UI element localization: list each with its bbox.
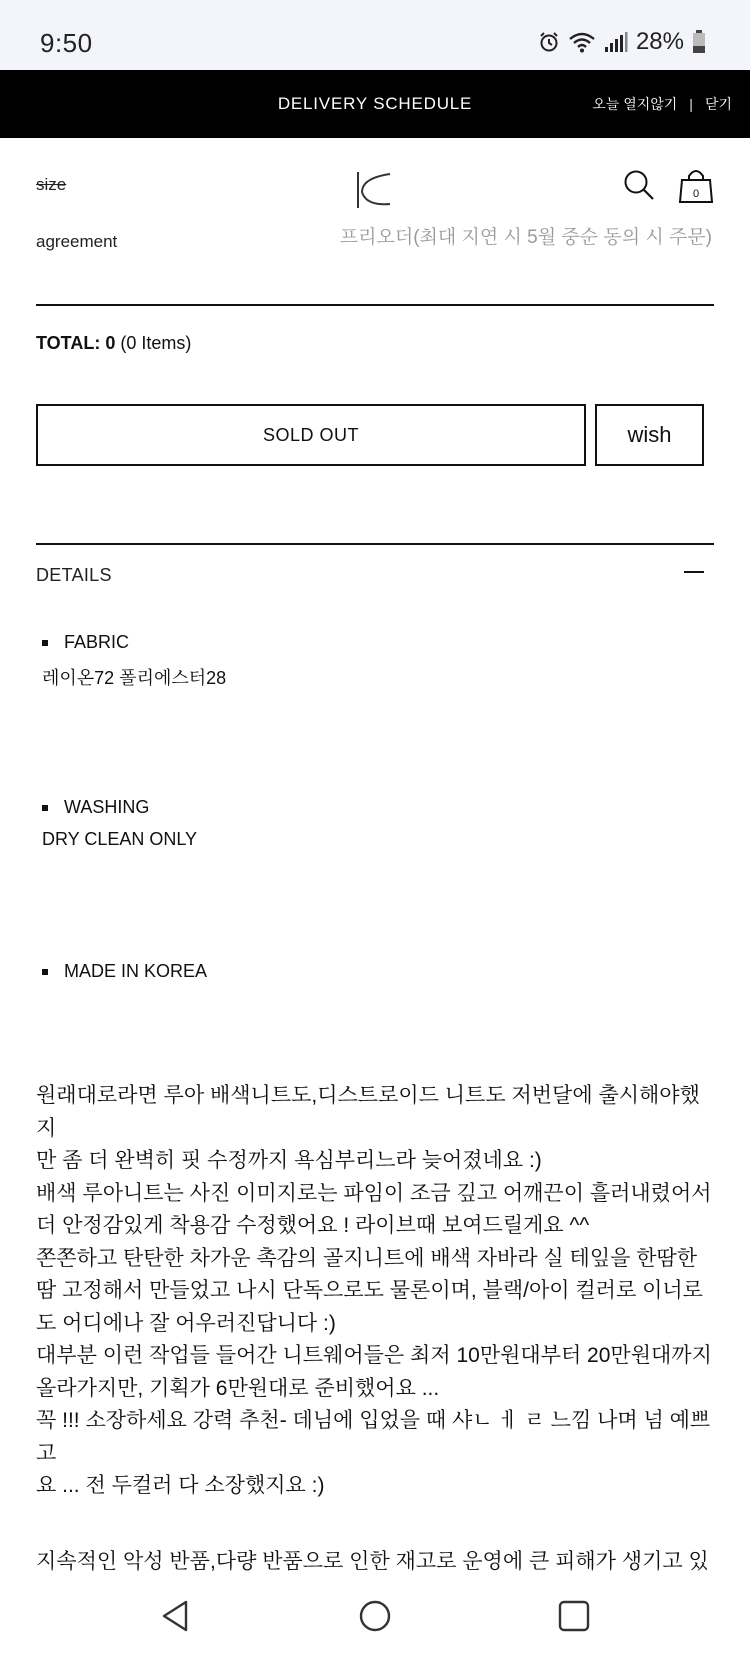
washing-title [42,797,149,818]
preorder-notice: 프리오더(최대 지연 시 5월 중순 동의 시 주문) [339,227,712,248]
battery-percentage: 28% [635,28,684,55]
origin-title [42,961,207,982]
description-line: 만 좀 더 완벽히 핏 수정까지 욕심부리느라 늦어졌네요 :) [36,1149,542,1172]
details-heading[interactable]: DETAILS [36,565,112,585]
bullet-icon [42,640,48,646]
banner-separator: | [689,96,693,112]
description-line: 요 ... 전 두컬러 다 소장했지요 :) [36,1474,325,1497]
banner-title[interactable]: DELIVERY SCHEDULE [277,94,473,113]
total-items: (0 Items) [120,333,192,353]
description-line: 도 어디에나 잘 어우러진답니다 :) [36,1311,336,1335]
banner-actions [592,70,732,138]
navigation-bar [0,1580,750,1667]
wifi-icon [568,31,596,53]
status-time: 9:50 [40,28,93,58]
search-icon[interactable] [622,168,656,202]
battery-icon [692,30,706,54]
bullet-icon [42,969,48,975]
return-notice: 지속적인 악성 반품,다량 반품으로 인한 재고로 운영에 큰 피해가 생기고 있 [36,1550,709,1573]
fabric-title [42,632,129,653]
description-line: 쫀쫀하고 탄탄한 차가운 촉감의 골지니트에 배색 자바라 실 테잎을 한땀한 [36,1246,698,1270]
total-label: TOTAL: [36,333,101,353]
description-line: 올라가지만, 기획가 6만원대로 준비했어요 ... [36,1376,440,1400]
status-bar [0,0,750,70]
sold-out-button[interactable]: SOLD OUT [36,404,586,466]
signal-icon [604,31,628,53]
delivery-banner [0,70,750,138]
brand-logo[interactable] [352,168,396,212]
cart-count: 0 [692,188,700,200]
bullet-icon [42,805,48,811]
fabric-value: 레이온72 폴리에스터28 [42,668,227,688]
dismiss-today-button[interactable]: 오늘 열지않기 [592,96,678,112]
description-line: 대부분 이런 작업들 들어간 니트웨어들은 최저 10만원대부터 20만원대까지 [36,1344,712,1367]
divider [36,304,714,306]
divider [36,543,714,545]
fabric-title-text: FABRIC [64,632,130,652]
back-icon[interactable] [158,1598,194,1634]
status-icons [538,28,706,56]
home-icon[interactable] [357,1598,393,1634]
wish-button[interactable]: wish [595,404,704,466]
total-row [36,333,191,354]
washing-title-text: WASHING [64,797,150,817]
agreement-label: agreement [36,232,118,251]
collapse-icon[interactable] [684,571,704,573]
description-line: 원래대로라면 루아 배색니트도,디스트로이드 니트도 저번달에 출시해야했지 [36,1084,700,1140]
banner-close-button[interactable]: 닫기 [704,96,732,112]
description-line: 땀 고정해서 만들었고 나시 단독으로도 물론이며, 블랙/아이 컬러로 이너로 [36,1279,703,1302]
washing-value: DRY CLEAN ONLY [42,829,198,849]
product-description [36,1080,716,1503]
size-link[interactable]: size [36,175,67,194]
description-line: 더 안정감있게 착용감 수정했어요 ! 라이브때 보여드릴게요 ^^ [36,1214,590,1237]
alarm-icon [538,31,560,53]
description-line: 배색 루아니트는 사진 이미지로는 파임이 조금 깊고 어깨끈이 흘러내렸어서 [36,1181,712,1205]
description-line: 꼭 !!! 소장하세요 강력 추천- 데님에 입었을 때 샤ㄴ ㅔ ㄹ 느낌 나며 넘 예쁘고 [36,1409,711,1465]
recents-icon[interactable] [556,1598,592,1634]
origin-title-text: MADE IN KOREA [64,961,208,981]
total-amount: 0 [105,333,116,353]
